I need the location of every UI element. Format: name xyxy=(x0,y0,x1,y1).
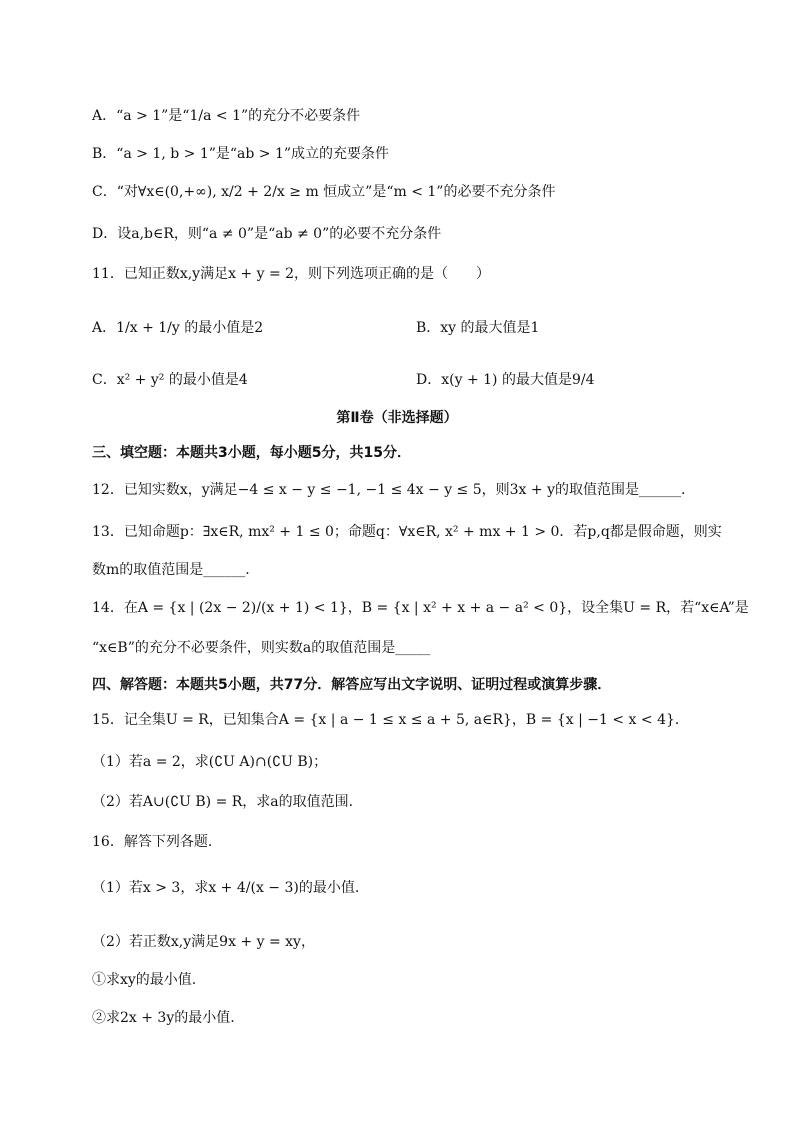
question-14-line2: “x∈B”的充分不必要条件，则实数a的取值范围是_____ xyxy=(92,640,431,656)
section-fill-blank-heading: 三、填空题：本题共3小题，每小题5分，共15分． xyxy=(92,445,411,461)
q11-option-c: C．x² + y² 的最小值是4 xyxy=(92,372,248,388)
question-13-line1: 13．已知命题p：∃x∈R, mx² + 1 ≤ 0；命题q：∀x∈R, x² + mx + 1 > 0．若p,q都是假命题，则实 xyxy=(92,524,722,540)
question-14-line1: 14．在A = {x | (2x − 2)/(x + 1) < 1}，B = {x | x² + x + a − a² < 0}，设全集U = R，若“x∈A”是 xyxy=(92,600,749,616)
question-12: 12．已知实数x，y满足−4 ≤ x − y ≤ −1, −1 ≤ 4x − y ≤ 5，则3x + y的取值范围是______. xyxy=(92,482,686,498)
section-title-part2: 第Ⅱ卷（非选择题） xyxy=(336,410,458,426)
q11-option-b: B．xy 的最大值是1 xyxy=(416,320,540,336)
question-15: 15．记全集U = R，已知集合A = {x | a − 1 ≤ x ≤ a + 5, a∈R}，B = {x | −1 < x < 4}． xyxy=(92,712,689,728)
option-a-q10: A．“a > 1”是“1/a < 1”的充分不必要条件 xyxy=(92,108,361,124)
option-c-q10: C．“对∀x∈(0,+∞), x/2 + 2/x ≥ m 恒成立”是“m < 1”的必要不充分条件 xyxy=(92,184,556,200)
q11-option-d: D．x(y + 1) 的最大值是9/4 xyxy=(416,372,595,388)
question-15-part2: （2）若A∪(∁U B) = R，求a的取值范围． xyxy=(92,794,363,810)
question-16-sub2: ②求2x + 3y的最小值. xyxy=(92,1010,235,1026)
question-15-part1: （1）若a = 2，求(∁U A)∩(∁U B)； xyxy=(92,754,328,770)
section-answer-heading: 四、解答题：本题共5小题，共77分．解答应写出文字说明、证明过程或演算步骤． xyxy=(92,677,612,693)
question-11: 11．已知正数x,y满足x + y = 2，则下列选项正确的是（ ） xyxy=(92,266,491,282)
q11-option-a: A．1/x + 1/y 的最小值是2 xyxy=(92,320,264,336)
question-16-part1: （1）若x > 3，求x + 4/(x − 3)的最小值. xyxy=(92,880,360,896)
option-d-q10: D．设a,b∈R，则“a ≠ 0”是“ab ≠ 0”的必要不充分条件 xyxy=(92,226,442,242)
question-16-part2: （2）若正数x,y满足9x + y = xy， xyxy=(92,934,315,950)
question-16: 16．解答下列各题. xyxy=(92,834,213,850)
question-13-line2: 数m的取值范围是______. xyxy=(92,562,250,578)
option-b-q10: B．“a > 1, b > 1”是“ab > 1”成立的充要条件 xyxy=(92,146,390,162)
question-16-sub1: ①求xy的最小值. xyxy=(92,972,197,988)
